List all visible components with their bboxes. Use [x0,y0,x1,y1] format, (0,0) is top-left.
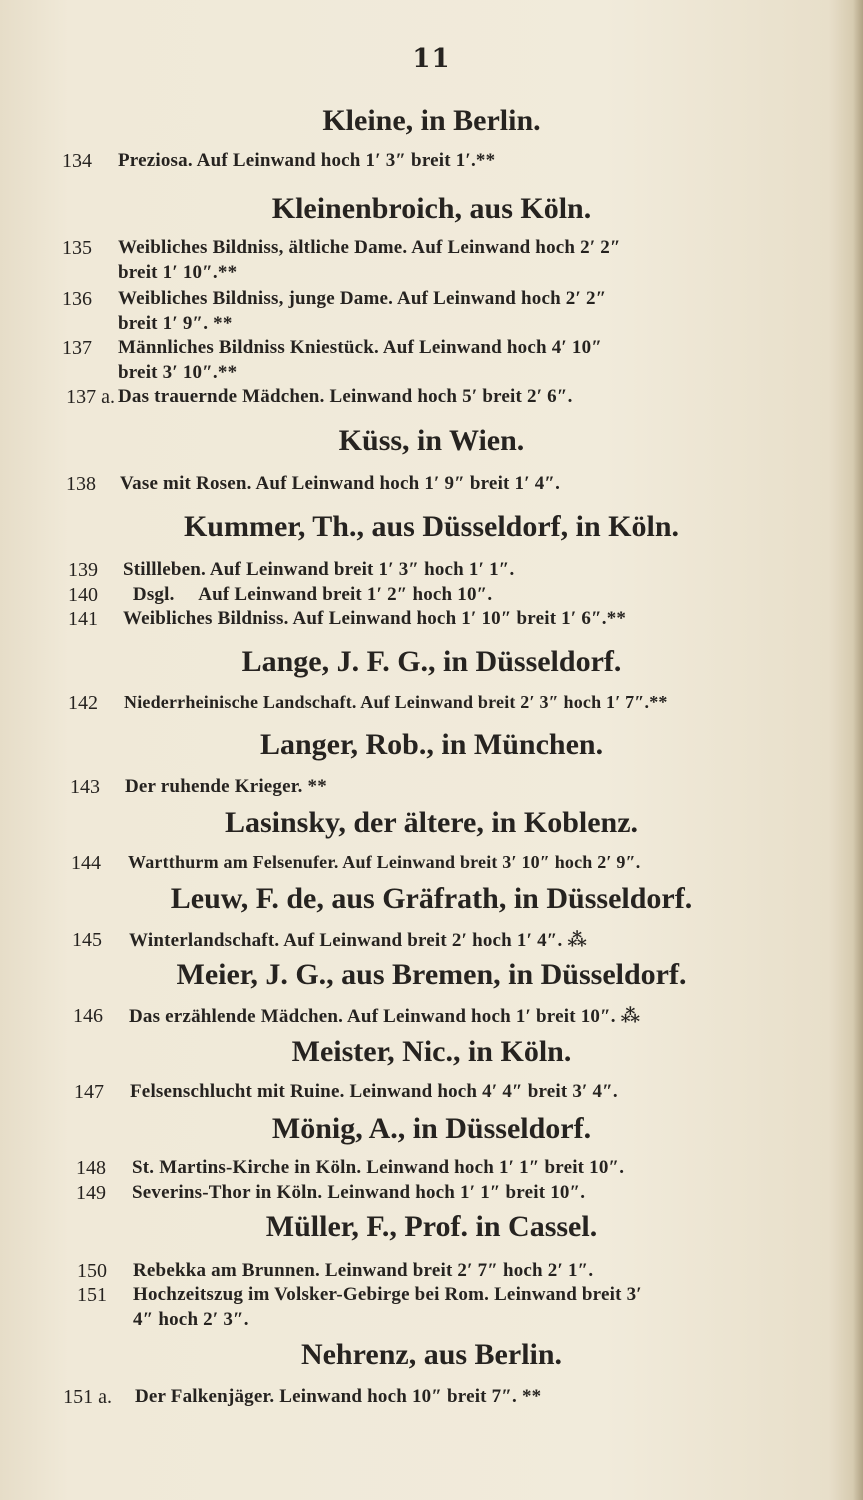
entry-text: Der Falkenjäger. Leinwand hoch 10″ breit 7″. ** [135,1386,542,1407]
artist-heading: Langer, Rob., in München. [259,728,604,761]
entry-number: 141 [68,608,98,630]
entry-number: 151 [77,1284,107,1306]
catalog-entry [0,237,863,265]
entry-text: Vase mit Rosen. Auf Leinwand hoch 1′ 9″ breit 1′ 4″. [120,473,561,494]
artist-heading: Kleine, in Berlin. [322,104,541,137]
entry-number: 146 [73,1005,103,1027]
entry-text: Preziosa. Auf Leinwand hoch 1′ 3″ breit 1′.** [118,150,496,171]
catalog-entry-continuation [0,262,863,290]
entry-text: Wartthurm am Felsenufer. Auf Leinwand breit 3′ 10″ hoch 2′ 9″. [128,852,641,872]
catalog-entry [0,1386,863,1414]
artist-heading: Mönig, A., in Düsseldorf. [271,1112,592,1145]
catalog-entry [0,1081,863,1109]
entry-text: Weibliches Bildniss, junge Dame. Auf Leinwand hoch 2′ 2″ [118,288,607,309]
entry-number: 138 [66,473,96,495]
entry-number: 145 [72,929,102,951]
entry-text: Niederrheinische Landschaft. Auf Leinwand breit 2′ 3″ hoch 1′ 7″.** [124,692,668,712]
entry-text: Stillleben. Auf Leinwand breit 1′ 3″ hoch 1′ 1″. [123,559,515,580]
entry-number: 137 a. [66,386,115,408]
catalog-entry [0,852,863,880]
entry-text: breit 1′ 9″. ** [118,313,233,334]
artist-heading: Leuw, F. de, aus Gräfrath, in Düsseldorf. [170,882,693,915]
entry-number: 143 [70,776,100,798]
catalog-entry [0,150,863,178]
catalog-entry [0,692,863,720]
entry-text: Das erzählende Mädchen. Auf Leinwand hoch 1′ breit 10″. ⁂ [129,1006,641,1027]
entry-number: 147 [74,1081,104,1103]
entry-text: Felsenschlucht mit Ruine. Leinwand hoch 4′ 4″ breit 3′ 4″. [130,1081,618,1102]
catalog-entry-continuation [0,1309,863,1337]
entry-number: 136 [62,288,92,310]
artist-heading: Küss, in Wien. [338,424,525,457]
entry-text: Rebekka am Brunnen. Leinwand breit 2′ 7″ hoch 2′ 1″. [133,1260,594,1281]
catalog-entry [0,1157,863,1185]
entry-text: Weibliches Bildniss, ältliche Dame. Auf Leinwand hoch 2′ 2″ [118,237,621,258]
artist-heading: Lange, J. F. G., in Düsseldorf. [241,645,622,678]
catalog-entry [0,1005,863,1033]
entry-number: 142 [68,692,98,714]
catalog-entry [0,559,863,587]
entry-text: St. Martins-Kirche in Köln. Leinwand hoch 1′ 1″ breit 10″. [132,1157,625,1178]
entry-number: 149 [76,1182,106,1204]
entry-text: Das trauernde Mädchen. Leinwand hoch 5′ breit 2′ 6″. [118,386,573,407]
catalog-entry [0,1182,863,1210]
entry-text: Dsgl. Auf Leinwand breit 1′ 2″ hoch 10″. [123,584,493,605]
entry-number: 134 [62,150,92,172]
artist-heading: Meister, Nic., in Köln. [291,1035,572,1068]
entry-number: 148 [76,1157,106,1179]
page-number: 11 [412,44,451,74]
entry-text: 4″ hoch 2′ 3″. [133,1309,249,1330]
entry-text: Hochzeitszug im Volsker-Gebirge bei Rom. Leinwand breit 3′ [133,1284,642,1305]
catalog-entry [0,288,863,316]
entry-number: 139 [68,559,98,581]
entry-text: breit 3′ 10″.** [118,362,238,383]
entry-number: 151 a. [63,1386,112,1408]
catalog-entry [0,473,863,501]
entry-number: 135 [62,237,92,259]
catalog-entry [0,337,863,365]
catalog-entry [0,608,863,636]
catalog-entry [0,386,863,414]
entry-text: breit 1′ 10″.** [118,262,238,283]
entry-number: 140 [68,584,98,606]
catalog-entry [0,1284,863,1312]
entry-number: 144 [71,852,101,874]
artist-heading: Nehrenz, aus Berlin. [300,1338,563,1371]
catalog-entry [0,776,863,804]
entry-text: Der ruhende Krieger. ** [125,776,327,797]
artist-heading: Lasinsky, der ältere, in Koblenz. [224,806,639,839]
entry-text: Weibliches Bildniss. Auf Leinwand hoch 1′ 10″ breit 1′ 6″.** [123,608,627,629]
artist-heading: Kleinenbroich, aus Köln. [271,192,592,225]
entry-text: Severins-Thor in Köln. Leinwand hoch 1′ 1″ breit 10″. [132,1182,586,1203]
artist-heading: Kummer, Th., aus Düsseldorf, in Köln. [183,510,680,543]
entry-number: 137 [62,337,92,359]
artist-heading: Meier, J. G., aus Bremen, in Düsseldorf. [176,958,687,991]
entry-number: 150 [77,1260,107,1282]
artist-heading: Müller, F., Prof. in Cassel. [265,1210,598,1243]
catalog-entry [0,929,863,957]
entry-text: Winterlandschaft. Auf Leinwand breit 2′ hoch 1′ 4″. ⁂ [129,930,588,951]
entry-text: Männliches Bildniss Kniestück. Auf Leinwand hoch 4′ 10″ [118,337,603,358]
